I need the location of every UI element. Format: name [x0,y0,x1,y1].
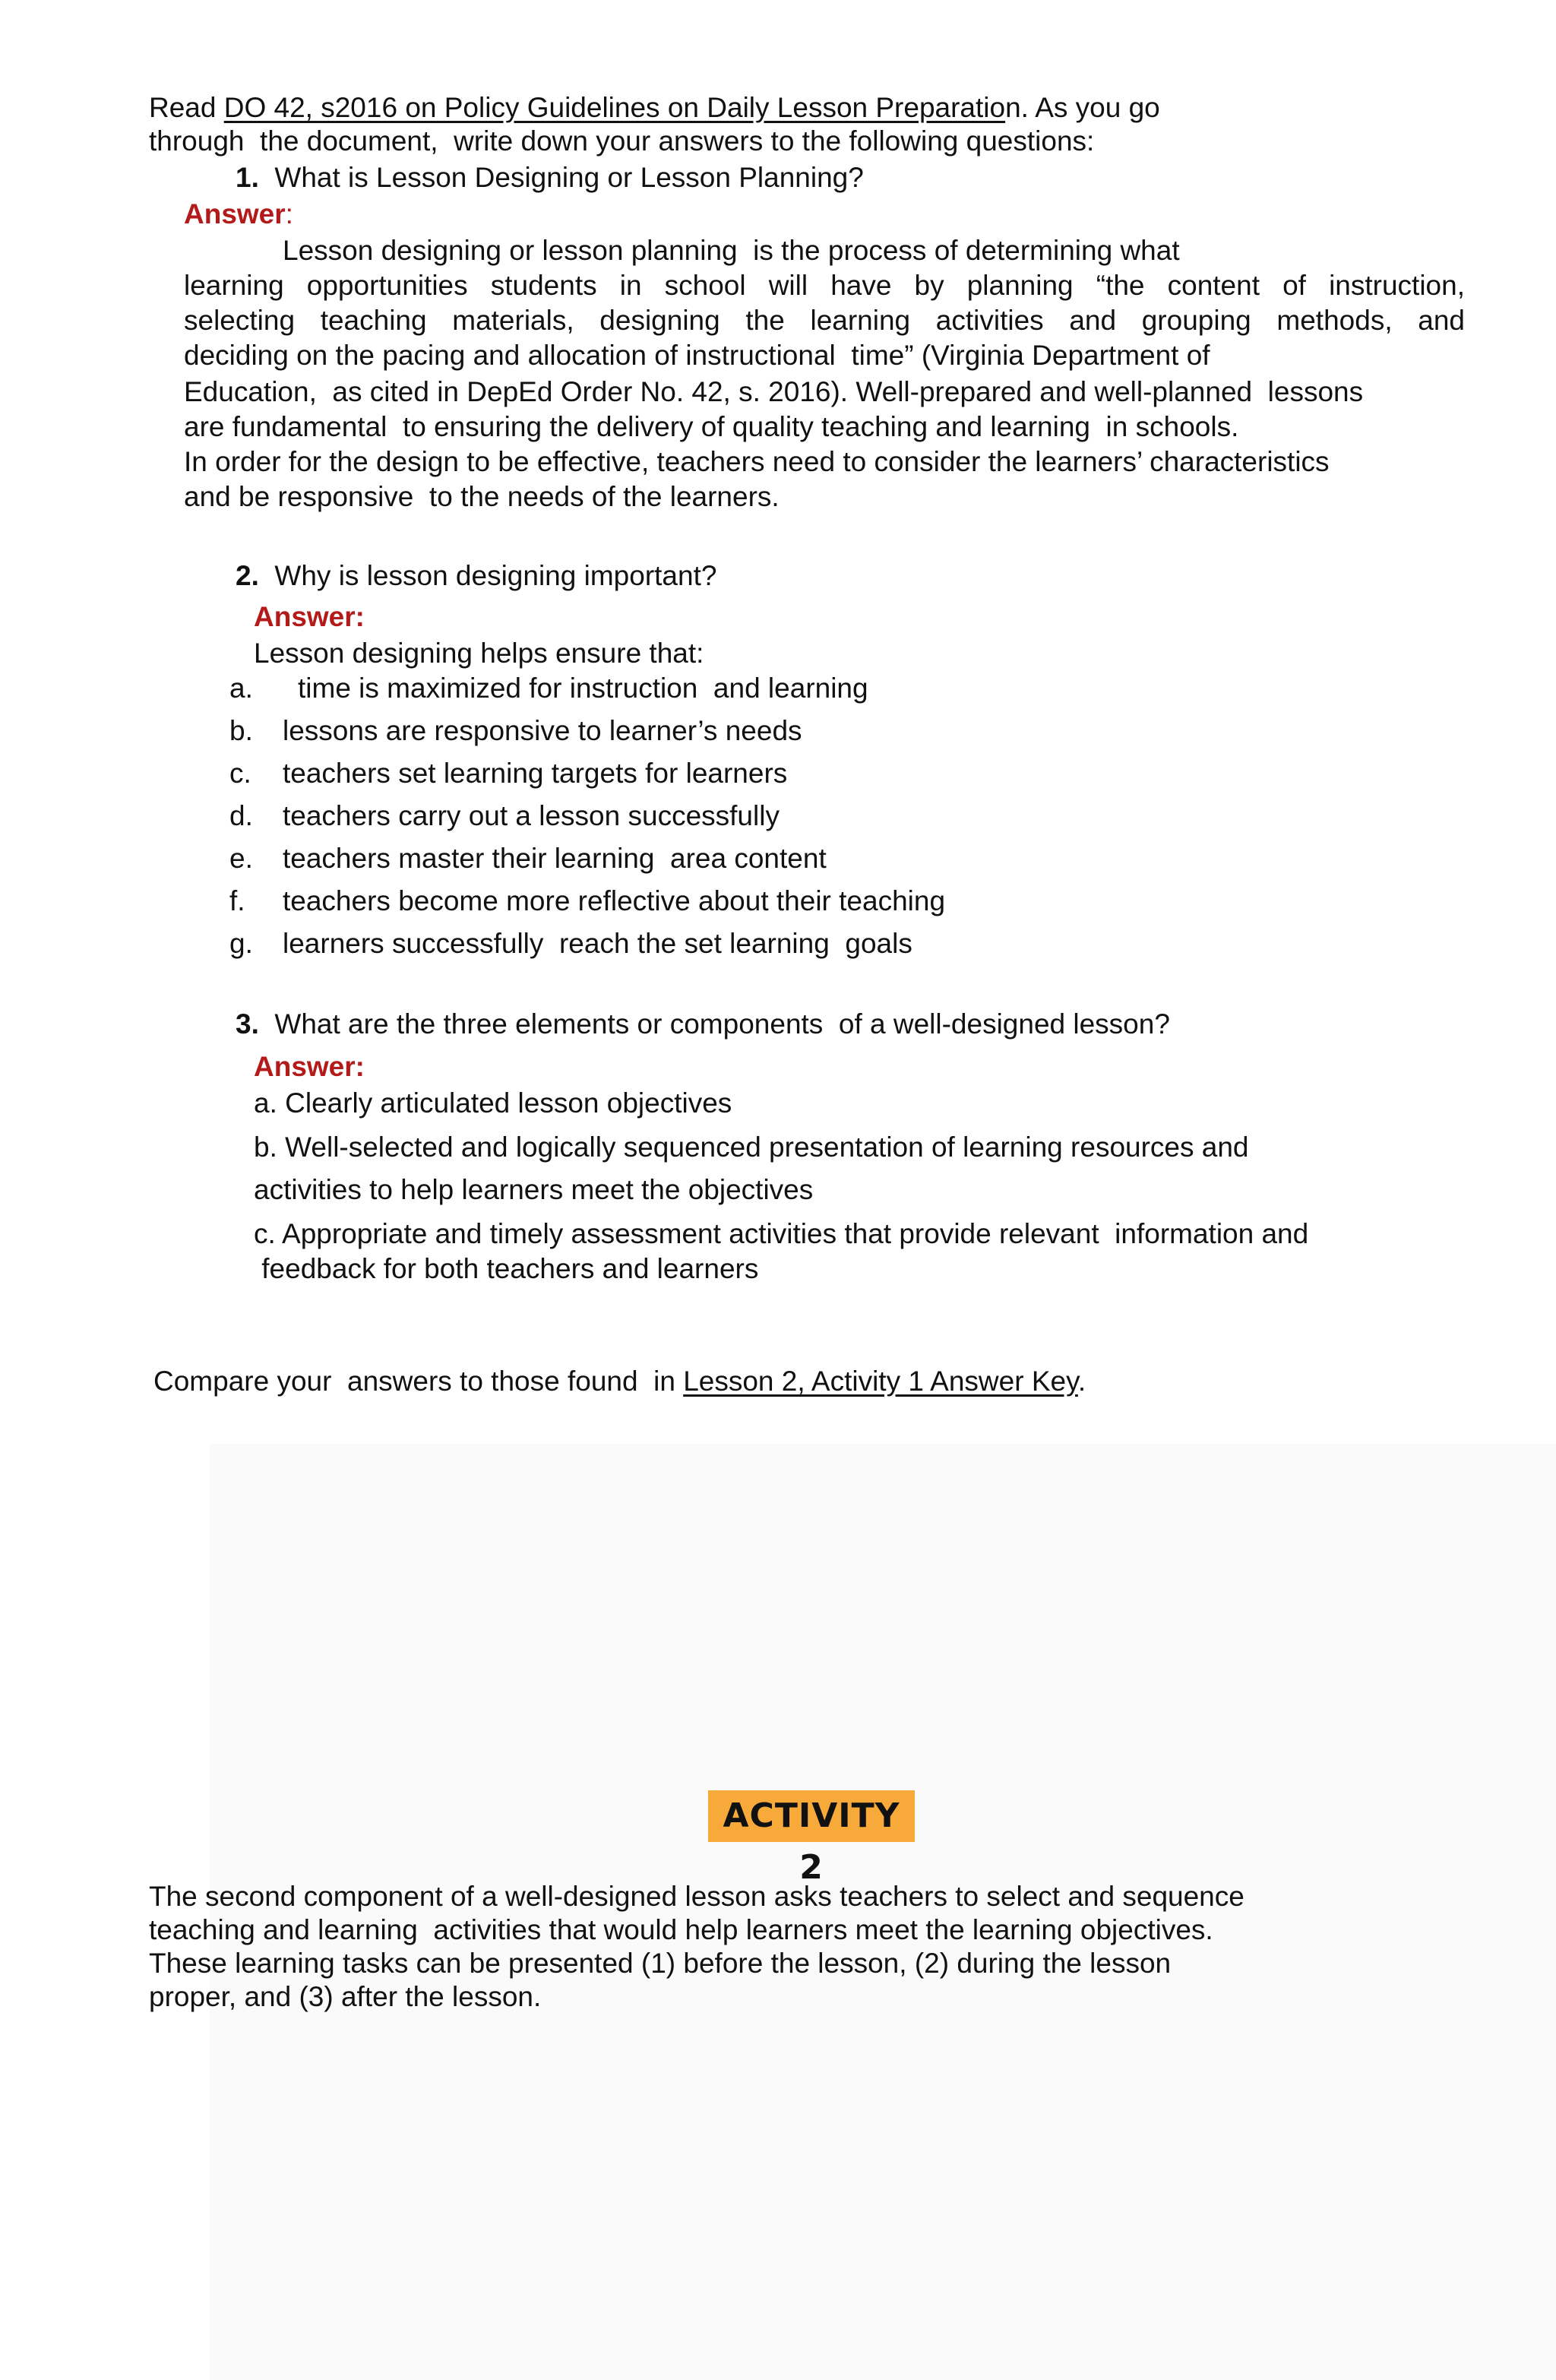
list-item-text: lessons are responsive to learner’s needs [283,715,802,746]
list-item [229,799,780,833]
activity-heading: ACTIVITY 2 [708,1790,915,1842]
list-item [229,927,912,961]
activity-line-2: teaching and learning activities that would help learners meet the learning objectives. [149,1914,1213,1945]
answer-1-line-7: In order for the design to be effective, teachers need to consider the learners’ characteristics [184,446,1330,477]
question-3 [236,1008,1170,1041]
question-3-text: What are the three elements or components of a well-designed lesson? [274,1008,1170,1040]
answer-1-line-6: are fundamental to ensuring the delivery of quality teaching and learning in schools. [184,411,1239,442]
answer-1-label [184,198,293,231]
answer-1-line-3: selecting teaching materials, designing the learning activities and grouping methods, and [184,305,1465,336]
list-item [229,885,945,918]
answer-1-line-4: deciding on the pacing and allocation of instructional time” (Virginia Department of [184,340,1210,371]
list-item [229,842,827,875]
question-2-number: 2. [236,560,259,591]
answer-3-line-5: feedback for both teachers and learners [254,1253,759,1284]
list-marker: c. [229,758,251,789]
answer-1-line-5: Education, as cited in DepEd Order No. 42, s. 2016). Well-prepared and well-planned lessons [184,376,1364,407]
compare-prefix: Compare your answers to those found in [153,1366,684,1397]
activity-line-1: The second component of a well-designed lesson asks teachers to select and sequence [149,1881,1244,1912]
answer-2-lead: Lesson designing helps ensure that: [254,638,704,669]
activity-line-4: proper, and (3) after the lesson. [149,1981,542,2012]
answer-2-label: Answer: [254,601,365,632]
activity-line-3: These learning tasks can be presented (1) before the lesson, (2) during the lesson [149,1948,1172,1979]
list-item-text: learners successfully reach the set learning goals [283,928,912,959]
question-2 [236,559,716,593]
intro-read-suffix: n. As you go [1005,92,1160,123]
list-item [229,672,868,705]
list-item-text: teachers become more reflective about their teaching [283,885,946,916]
list-item-text: teachers carry out a lesson successfully [283,800,780,831]
intro-line-1 [149,91,1160,125]
answer-1-label-text: Answer [184,198,286,229]
compare-suffix: . [1077,1366,1086,1397]
list-item-text: time is maximized for instruction and learning [298,673,868,704]
answer-3-line-3: activities to help learners meet the objectives [254,1174,814,1205]
answer-1-label-colon: : [285,198,293,229]
question-2-text: Why is lesson designing important? [274,560,717,591]
list-marker: g. [229,928,253,959]
list-marker: f. [229,885,245,916]
question-3-number: 3. [236,1008,259,1040]
list-marker: a. [229,673,253,704]
list-marker: e. [229,843,253,874]
answer-3-line-4: c. Appropriate and timely assessment activities that provide relevant information and [254,1218,1309,1249]
list-item [229,757,787,790]
doc-reference-link[interactable]: DO 42, s2016 on Policy Guidelines on Daily Lesson Preparatio [223,92,1006,123]
list-item [229,714,802,748]
answer-1-line-8: and be responsive to the needs of the learners. [184,481,780,512]
question-1-number: 1. [236,162,259,193]
intro-read-prefix: Read [149,92,224,123]
answer-3-line-2: b. Well-selected and logically sequenced presentation of learning resources and [254,1131,1249,1163]
question-1 [236,161,864,195]
answer-1-line-1: Lesson designing or lesson planning is the process of determining what [283,235,1180,266]
list-item-text: teachers master their learning area content [283,843,827,874]
list-marker: b. [229,715,253,746]
compare-line [153,1365,1086,1398]
answer-3-label: Answer: [254,1051,365,1082]
answer-3-line-1: a. Clearly articulated lesson objectives [254,1087,732,1119]
intro-line-2: through the document, write down your answers to the following questions: [149,125,1095,157]
answer-1-line-2: learning opportunities students in school will have by planning “the content of instruction, [184,270,1465,301]
list-item-text: teachers set learning targets for learners [283,758,788,789]
question-1-text: What is Lesson Designing or Lesson Planning? [274,162,864,193]
list-marker: d. [229,800,253,831]
answer-key-link[interactable]: Lesson 2, Activity 1 Answer Key [683,1366,1078,1397]
